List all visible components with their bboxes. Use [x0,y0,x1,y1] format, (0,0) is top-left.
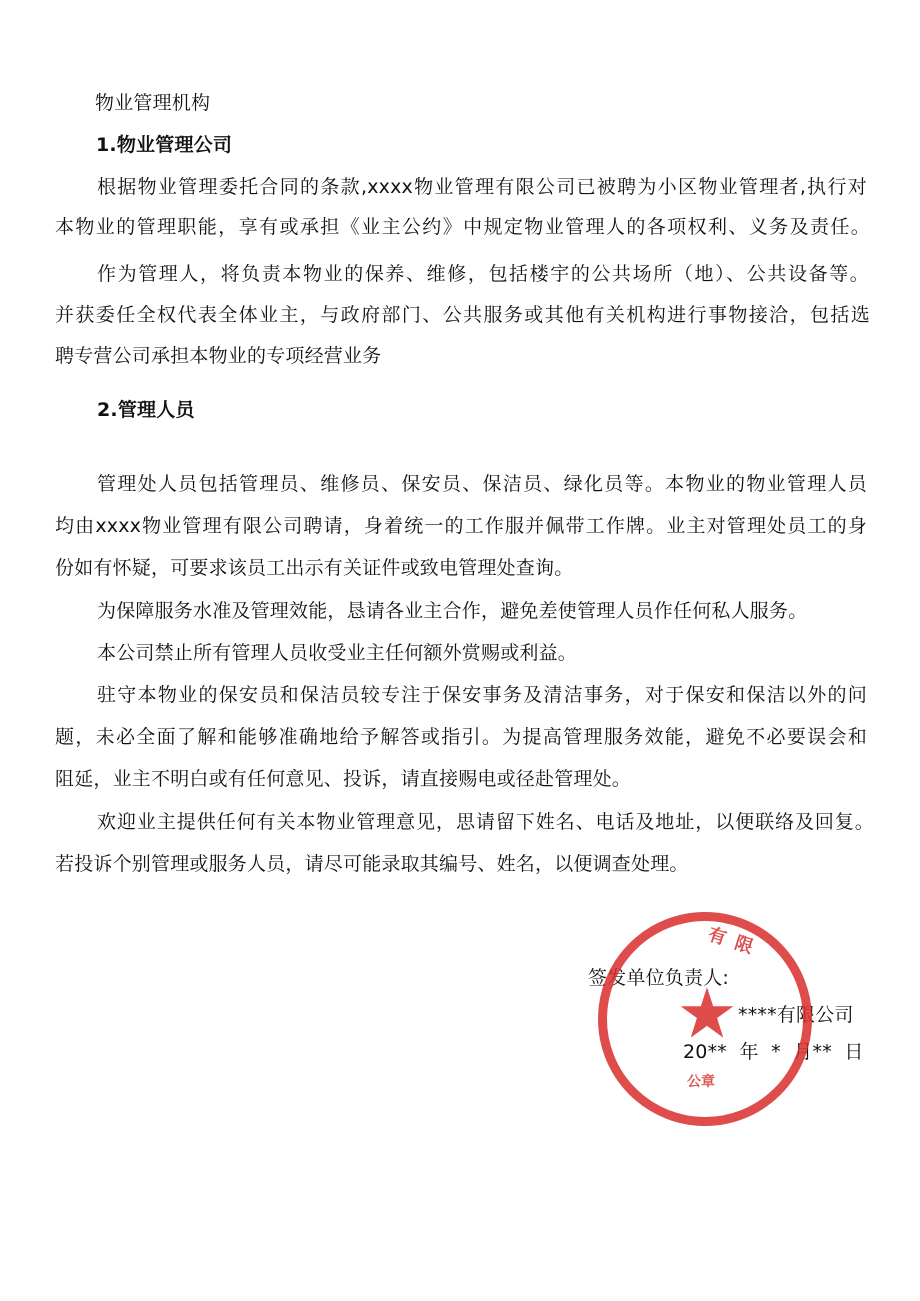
paragraph-6-line-3: 阻延，业主不明白或有任何意见、投诉，请直接赐电或径赴管理处。 [55,768,632,790]
paragraph-6-line-1: 驻守本物业的保安员和保洁员较专注于保安事务及清洁事务，对于保安和保洁以外的问 [97,684,867,706]
paragraph-7-line-2: 若投诉个别管理或服务人员，请尽可能录取其编号、姓名，以便调查处理。 [55,853,689,875]
paragraph-6-line-2: 题，未必全面了解和能够准确地给予解答或指引。为提高管理服务效能，避免不必要误会和 [55,726,867,748]
paragraph-7-line-1: 欢迎业主提供任何有关本物业管理意见，思请留下姓名、电话及地址，以便联络及回复。 [97,811,874,833]
section-2-title: 2.管理人员 [97,399,195,421]
paragraph-1-line-2: 本物业的管理职能，享有或承担《业主公约》中规定物业管理人的各项权利、义务及责任。 [55,216,870,238]
star-icon [679,985,735,1041]
official-seal-stamp [598,912,812,1126]
company-name: ****有限公司 [738,1004,854,1026]
paragraph-3-line-2: 均由xxxx物业管理有限公司聘请，身着统一的工作服并佩带工作牌。业主对管理处员工的身 [55,515,867,537]
paragraph-5: 本公司禁止所有管理人员收受业主任何额外赏赐或利益。 [97,642,578,664]
signature-date: 20** 年 * 月** 日 [683,1041,864,1063]
paragraph-1-line-1: 根据物业管理委托合同的条款,xxxx物业管理有限公司已被聘为小区物业管理者,执行对 [97,176,867,198]
paragraph-3-line-1: 管理处人员包括管理员、维修员、保安员、保洁员、绿化员等。本物业的物业管理人员 [97,473,867,495]
paragraph-4: 为保障服务水准及管理效能，恳请各业主合作，避免差使管理人员作任何私人服务。 [97,600,808,622]
paragraph-2-line-3: 聘专营公司承担本物业的专项经营业务 [55,345,382,367]
section-1-title: 1.物业管理公司 [96,134,233,156]
paragraph-3-line-3: 份如有怀疑，可要求该员工出示有关证件或致电管理处查询。 [55,557,574,579]
paragraph-2-line-1: 作为管理人，将负责本物业的保养、维修，包括楼宇的公共场所（地）、公共设备等。 [97,263,869,285]
org-heading: 物业管理机构 [95,92,211,114]
signer-label: 签发单位负责人: [588,967,730,989]
seal-top-text: 有限 [705,923,766,962]
paragraph-2-line-2: 并获委任全权代表全体业主，与政府部门、公共服务或其他有关机构进行事物接洽，包括选 [55,304,870,326]
seal-bottom-text: 公章 [687,1074,715,1090]
